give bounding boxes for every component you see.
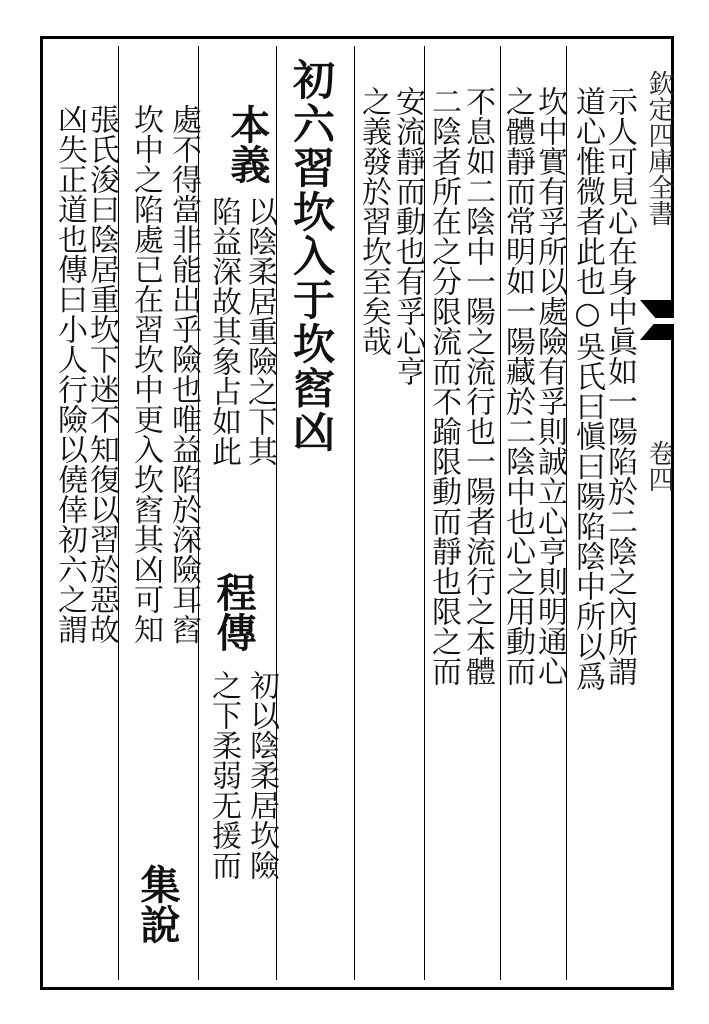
text-column-5: 不息如二陰中一陽之流行也一陽者流行之本體 (460, 86, 495, 686)
text-column-3: 坎中實有孚所以處險有孚則誠立心亨則明通心 (532, 86, 567, 686)
text-column-10: 以陰柔居重險之下其 (242, 196, 277, 466)
heading-jishuo: 集說 (134, 864, 181, 944)
text-column-11: 陷益深故其象占如此 (206, 196, 241, 466)
fish-tail-line (640, 318, 674, 324)
column-rule (354, 46, 355, 980)
text-column-12: 初以陰柔居坎險 (244, 670, 279, 880)
text-column-14: 處不得當非能出乎險也唯益陷於深險耳窞 (166, 104, 201, 644)
margin-book-title: 欽定四庫全書 (644, 70, 674, 226)
text-column-16: 張氏浚曰陰居重坎下迷不知復以習於惡故 (84, 104, 119, 644)
text-column-7: 安流靜而動也有孚心亨 (390, 86, 425, 386)
margin-volume: 卷四 (644, 440, 674, 492)
text-column-2: 道心惟微者此也○吳氏曰愼曰陽陷陰中所以爲 (570, 86, 605, 691)
text-column-8: 之義發於習坎至矣哉 (356, 86, 391, 356)
hexagram-line-text: 初六習坎入于坎窞凶 (287, 58, 336, 454)
text-column-4: 之體靜而常明如一陽藏於二陰中也心之用動而 (500, 86, 535, 686)
text-column-17: 凶失正道也傳曰小人行險以僥倖初六之謂 (52, 104, 87, 644)
text-column-1: 示人可見心在身中眞如一陽陷於二陰之內所謂 (602, 86, 637, 686)
text-column-13: 之下柔弱无援而 (206, 670, 241, 880)
text-column-6: 二陰者所在之分限流而不踰限動而靜也限之而 (426, 86, 461, 686)
text-column-15: 坎中之陷處已在習坎中更入坎窞其凶可知 (128, 104, 163, 644)
heading-chengzhuan: 程傳 (210, 572, 257, 652)
heading-benyi: 本義 (224, 104, 271, 184)
